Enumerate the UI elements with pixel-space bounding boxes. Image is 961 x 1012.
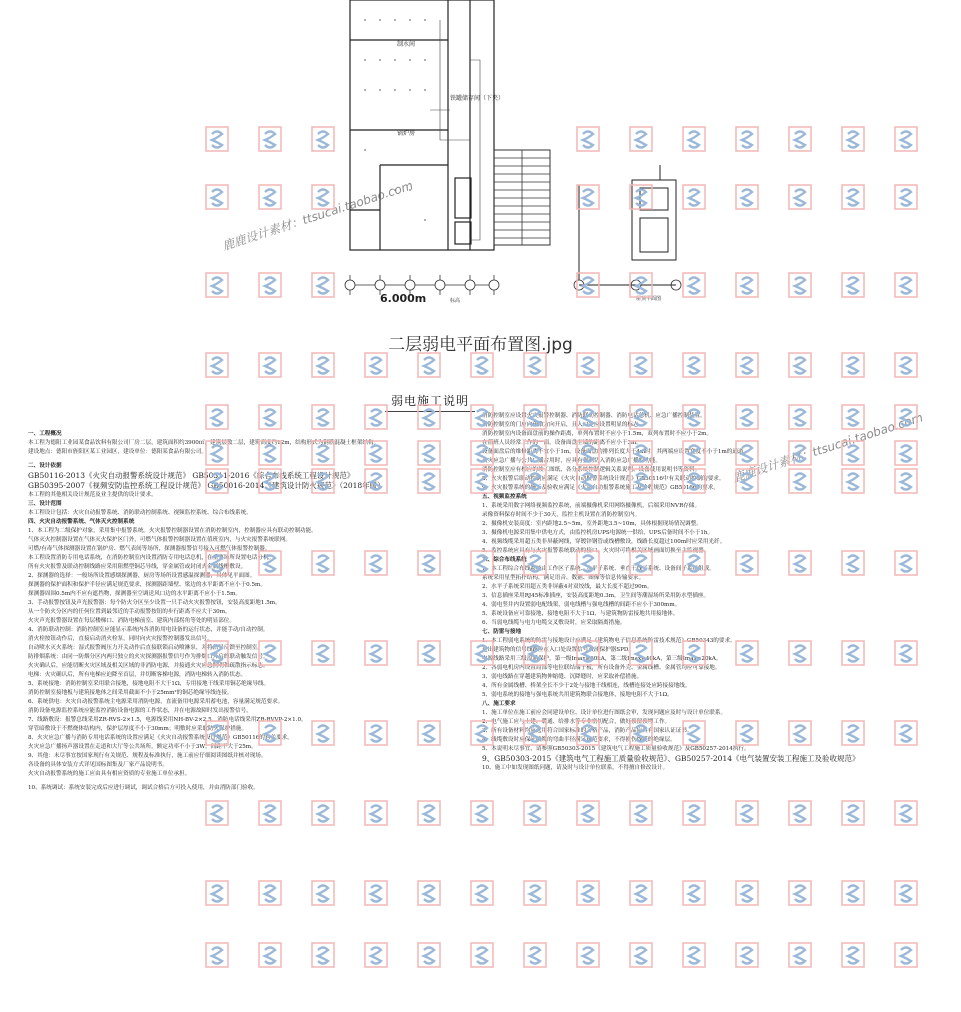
notes-title-underline — [385, 411, 475, 412]
note-line: 2、探测器的选择：一般场所设置感烟探测器，厨房等场所设置感温探测器，具体见平面图。 — [28, 573, 256, 579]
note-line: 火灾应急广播扬声器设置在走道和大厅等公共场所，额定功率不小于3W，间距不大于25m。 — [28, 744, 257, 750]
scale-bar-label: 6.000m — [380, 292, 427, 305]
note-line: 本工程的其他相关设计规范及业主提供的设计要求。 — [28, 492, 157, 498]
note-line: 本工程设置消防专用电话系统，在消防控制室内设置消防专用电话总机，在重要场所设置电话分机。 — [28, 555, 275, 561]
roof-plan-label: 屋顶平面图 — [636, 296, 662, 302]
note-line: 3、弱电线路在穿越建筑物伸缩缝、沉降缝时，应采取补偿措施。 — [482, 674, 643, 680]
note-line: 本工程为德阳工业园某食品饮料有限公司厂房二层，建筑面积约3900㎡，建筑层数二层，建筑高度约12m，结构形式为钢筋混凝土框架结构。 — [28, 440, 380, 446]
construction-notes-sheet — [0, 372, 961, 1012]
note-line: 三、设计范围 — [28, 501, 62, 507]
note-line: 1、施工单位在施工前应会同建设单位、设计单位进行图纸会审，发现问题应及时与设计单位联系。 — [482, 710, 727, 716]
note-line: 火灾应急广播与公共广播合用时，应具有强制切入消防应急广播的功能。 — [482, 458, 662, 464]
note-line: 4、所有金属线槽、桥架全长不少于2处与接地干线相连，线槽连接处应跨接接地线。 — [482, 683, 691, 689]
note-line: 1、本工程为二级保护对象，采用集中报警系统。火灾报警控制器设置在消防控制室内，控制器应具有联动控制功能。 — [28, 528, 317, 534]
note-line: 消防设备电源监控系统应能监控消防设备电源的工作状态，并在电源故障时发出报警信号。 — [28, 708, 252, 714]
note-line: 1、系统采用数字网络视频监控系统，前端摄像机采用网络摄像机，后端采用NVR存储。 — [482, 503, 701, 509]
note-line: 探测器的保护面积和保护半径应满足规范要求，探测器距墙壁、梁边的水平距离不应小于0.5m。 — [28, 582, 266, 588]
note-line: 10、系统调试：系统安装完成后应进行调试，调试合格后方可投入使用，并由消防部门验收。 — [28, 785, 259, 791]
note-line: 火灾确认后，应能切断火灾区域及相关区域的非消防电源，并接通火灾应急照明和疏散指示标志。 — [28, 663, 269, 669]
note-line: 火灾自动报警系统的施工应由具有相应资质的专业施工单位承担。 — [28, 771, 191, 777]
note-line: 5、监控系统应具有与火灾报警系统联动的接口，火灾时可将相关区域画面切换至主监视器。 — [482, 548, 710, 554]
note-line: 系统采用星型拓扑结构，满足语音、数据、图像等信息传输要求。 — [482, 575, 645, 581]
floor-plan-svg — [0, 0, 961, 320]
note-line: 7、线路敷设：报警总线采用ZR-RVS-2×1.5，电源线采用NH-BV-2×2.5，消防电话线采用ZR-RVVP-2×1.0。 — [28, 717, 307, 723]
note-line: 5、弱电系统的接地与强电系统共用建筑物联合接地体，接地电阻不大于1Ω。 — [482, 692, 673, 698]
note-line: 二、设计依据 — [28, 463, 62, 469]
note-line: 进出建筑物的信号线路应在入口处设置信号浪涌保护器SPD。 — [482, 647, 634, 653]
note-line: 探测器周围0.5m内不应有遮挡物，探测器至空调送风口边的水平距离不应小于1.5m。 — [28, 591, 241, 597]
floor-plan-drawing — [0, 0, 961, 320]
note-line: 8、火灾应急广播与消防专用电话系统的设置应满足《火灾自动报警系统设计规范》GB50116的有关要求。 — [28, 735, 293, 741]
note-line: 消防控制室的门应向疏散方向开启，且入口处应设置明显的标志。 — [482, 422, 645, 428]
note-line: 6、当弱电线缆与电力电缆交叉敷设时，应采取隔离措施。 — [482, 620, 626, 626]
note-line: 3、所有设备材料均应选用符合国家标准的合格产品，消防产品应具有国家认证证书。 — [482, 728, 693, 734]
note-line: 电源线路采用三级浪涌保护，第一级Imax≥60kA，第二级Imax≥40kA，第三级Imax≥20kA。 — [482, 656, 722, 662]
note-line: 10、施工中如发现图纸问题，请及时与设计单位联系，不得擅自修改设计。 — [482, 765, 669, 771]
note-line: 9、其他：未尽事宜按国家现行有关规范、规程及标准执行，施工前应仔细阅读图纸并核对现场。 — [28, 753, 267, 759]
note-line: 4、视频线缆采用超五类非屏蔽网线，穿镀锌钢管或线槽敷设，线路长度超过100m时应采用光纤。 — [482, 539, 726, 545]
note-line: 9、火灾报警系统的施工及验收应满足《火灾自动报警系统施工及验收规范》GB50166的要求。 — [482, 485, 719, 491]
note-line: 四、火灾自动报警系统、气体灭火控制系统 — [28, 519, 135, 525]
watermark-text: 鹿鹿设计素材：ttsucai.taobao.com — [220, 178, 415, 254]
note-line: 5、系统接地：消防控制室采用联合接地，接地电阻不大于1Ω，专用接地干线采用铜芯绝缘导线。 — [28, 681, 270, 687]
note-line: 从一个防火分区内的任何位置到最邻近的手动报警按钮的步行距离不应大于30m。 — [28, 609, 231, 615]
note-line: 七、防雷与接地 — [482, 629, 522, 635]
note-line: 本工程设计包括：火灾自动报警系统、消防联动控制系统、视频监控系统、综合布线系统。 — [28, 510, 252, 516]
note-line: 气体灭火控制器设置在气体灭火保护区门外，可燃气体报警控制器设置在值班室内，与火灾报警系统联网。 — [28, 537, 291, 543]
note-line: 消防控制室内设备面盘前的操作距离，单列布置时不应小于1.5m，双列布置时不应小于2m。 — [482, 431, 713, 437]
note-line: 防排烟系统：由同一防烟分区内两只独立的火灾探测器报警信号作为排烟口开启的联动触发信号。 — [28, 654, 269, 660]
note-line: 1、本工程综合布线系统由工作区子系统、水平子系统、垂直干线子系统、设备间子系统组成。 — [482, 566, 715, 572]
note-line: 2、摄像机安装高度：室内距地2.5~5m，室外距地3.5~10m，具体根据现场情况调整。 — [482, 521, 702, 527]
image-caption: 二层弱电平面布置图.jpg — [388, 335, 573, 355]
note-line: 六、综合布线系统 — [482, 557, 527, 563]
room-label-2: 锅炉房 — [397, 130, 416, 137]
note-line: 4、弱电竖井内设置弱电配线架，弱电线槽与强电线槽的间距不应小于300mm。 — [482, 602, 681, 608]
scale-note-label: 标高 — [450, 298, 461, 304]
note-line: 自动喷水灭火系统：湿式报警阀压力开关动作后直接联锁启动喷淋泵，并将信号反馈至控制室。 — [28, 645, 263, 651]
note-line: 2、水平子系统采用超五类非屏蔽4对双绞线，最大长度不超过90m。 — [482, 584, 653, 590]
note-line: 3、手动报警按钮及声光报警器：每个防火分区至少设置一只手动火灾报警按钮，安装高度距地1.5m。 — [28, 600, 281, 606]
note-line: 一、工程概况 — [28, 431, 62, 437]
note-line: 五、视频监控系统 — [482, 494, 527, 500]
note-line: 2、各弱电机房内设置局部等电位联结端子板，所有设备外壳、金属线槽、金属管均应可靠接地。 — [482, 665, 721, 671]
note-line: 消防控制室应设置火灾报警控制器、消防联动控制器、消防电话总机、应急广播控制装置。 — [482, 413, 706, 419]
note-line: 设备面盘后的维修距离不宜小于1m，设备面盘的排列长度大于4m时，其两端应设置宽度不小于1m的通道。 — [482, 449, 750, 455]
notes-right-column — [482, 412, 932, 773]
note-line: 2、电气施工应与土建、暖通、给排水等专业密切配合，做好预留预埋工作。 — [482, 719, 671, 725]
note-line: 火灾声光报警器设置在每层楼梯口、消防电梯前室、建筑内部拐角等处的明显部位。 — [28, 618, 235, 624]
note-line: 6、系统供电：火灾自动报警系统主电源采用消防电源，直流备用电源采用蓄电池，容量满足规范要求。 — [28, 699, 284, 705]
note-line: 8、火灾报警后联动控制应满足《火灾自动报警系统设计规范》GB50116中有关联动控制的要求。 — [482, 476, 725, 482]
note-line: 可燃/有毒气体探测器设置在锅炉房、燃气表间等场所，探测器报警信号接入可燃气体报警控制器。 — [28, 546, 271, 552]
notes-left-column — [28, 430, 468, 793]
room-label-3: 铁罐储存间（下夹） — [450, 95, 505, 102]
note-line: 5、本说明未尽事宜，请参照GB50303-2015《建筑电气工程施工质量验收规范》及GB50257-2014执行。 — [482, 746, 750, 752]
note-line: 各设备的具体安装方式详见国标图集及厂家产品说明书。 — [28, 762, 168, 768]
note-line: 所有火灾报警及联动控制线路应采用阻燃型铜芯导线，穿金属管或封闭式金属线槽敷设。 — [28, 564, 247, 570]
note-line: GB50116-2013《火灾自动报警系统设计规范》 GB50311-2016《综合布线系统工程设计规范》 — [28, 471, 355, 480]
note-line: 穿管暗敷设于不燃烧体结构内，保护层厚度不小于30mm；明敷时应采取防火保护措施。 — [28, 726, 248, 732]
note-line: 4、线缆敷设时应保证线缆的弯曲半径满足规范要求，不得损伤线缆的绝缘层。 — [482, 737, 676, 743]
watermark-text: 鹿鹿设计素材：ttsucai.taobao.com — [730, 410, 925, 486]
note-line: 3、摄像机电源采用集中供电方式，由监控机房UPS电源统一供给，UPS后备时间不小于1h。 — [482, 530, 714, 536]
note-line: 电梯：火灾确认后，所有电梯应迫降至首层，并切断客梯电源，消防电梯转入消防状态。 — [28, 672, 247, 678]
room-label-1: 制水间 — [397, 41, 416, 48]
note-line: 9、GB50303-2015《建筑电气工程施工质量验收规范》、GB50257-2014《电气装置安装工程施工及验收规范》 — [482, 754, 860, 763]
note-line: 建设地点：德阳市旌阳区某工业园区，建设单位：德阳某食品有限公司。 — [28, 449, 208, 455]
note-line: GB50395-2007《视频安防监控系统工程设计规范》 GB50016-2014《建筑设计防火规范》（2018年版） — [28, 481, 385, 490]
note-line: 在值班人员经常工作的一面，设备面盘至墙的距离不应小于3m。 — [482, 440, 642, 446]
note-line: 消防控制室接地板与建筑接地体之间采用截面不小于25mm²的铜芯绝缘导线连接。 — [28, 690, 233, 696]
note-line: 八、施工要求 — [482, 701, 516, 707]
note-line: 4、消防联动控制：消防控制室应能显示系统内各消防用电设备的运行状态，并能手动/自动控制。 — [28, 627, 269, 633]
note-line: 消火栓按钮动作后，直接启动消火栓泵，同时向火灾报警控制器发出信号。 — [28, 636, 213, 642]
note-line: 录像资料保存时间不少于30天，监控主机设置在消防控制室内。 — [482, 512, 641, 518]
note-line: 消防控制室应有相应的竣工图纸、各分系统控制逻辑关系说明、设备使用说明书等资料。 — [482, 467, 701, 473]
notes-title: 弱电施工说明 — [390, 394, 469, 408]
note-line: 5、系统设备应可靠接地，接地电阻不大于1Ω，与建筑物防雷接地共用接地体。 — [482, 611, 679, 617]
note-line: 1、本工程弱电系统的防雷与接地设计应满足《建筑物电子信息系统防雷技术规范》GB50343的要求。 — [482, 638, 736, 644]
note-line: 3、信息插座采用RJ45标准插座，安装高度距地0.3m，卫生间等潮湿场所采用防水型插座。 — [482, 593, 710, 599]
